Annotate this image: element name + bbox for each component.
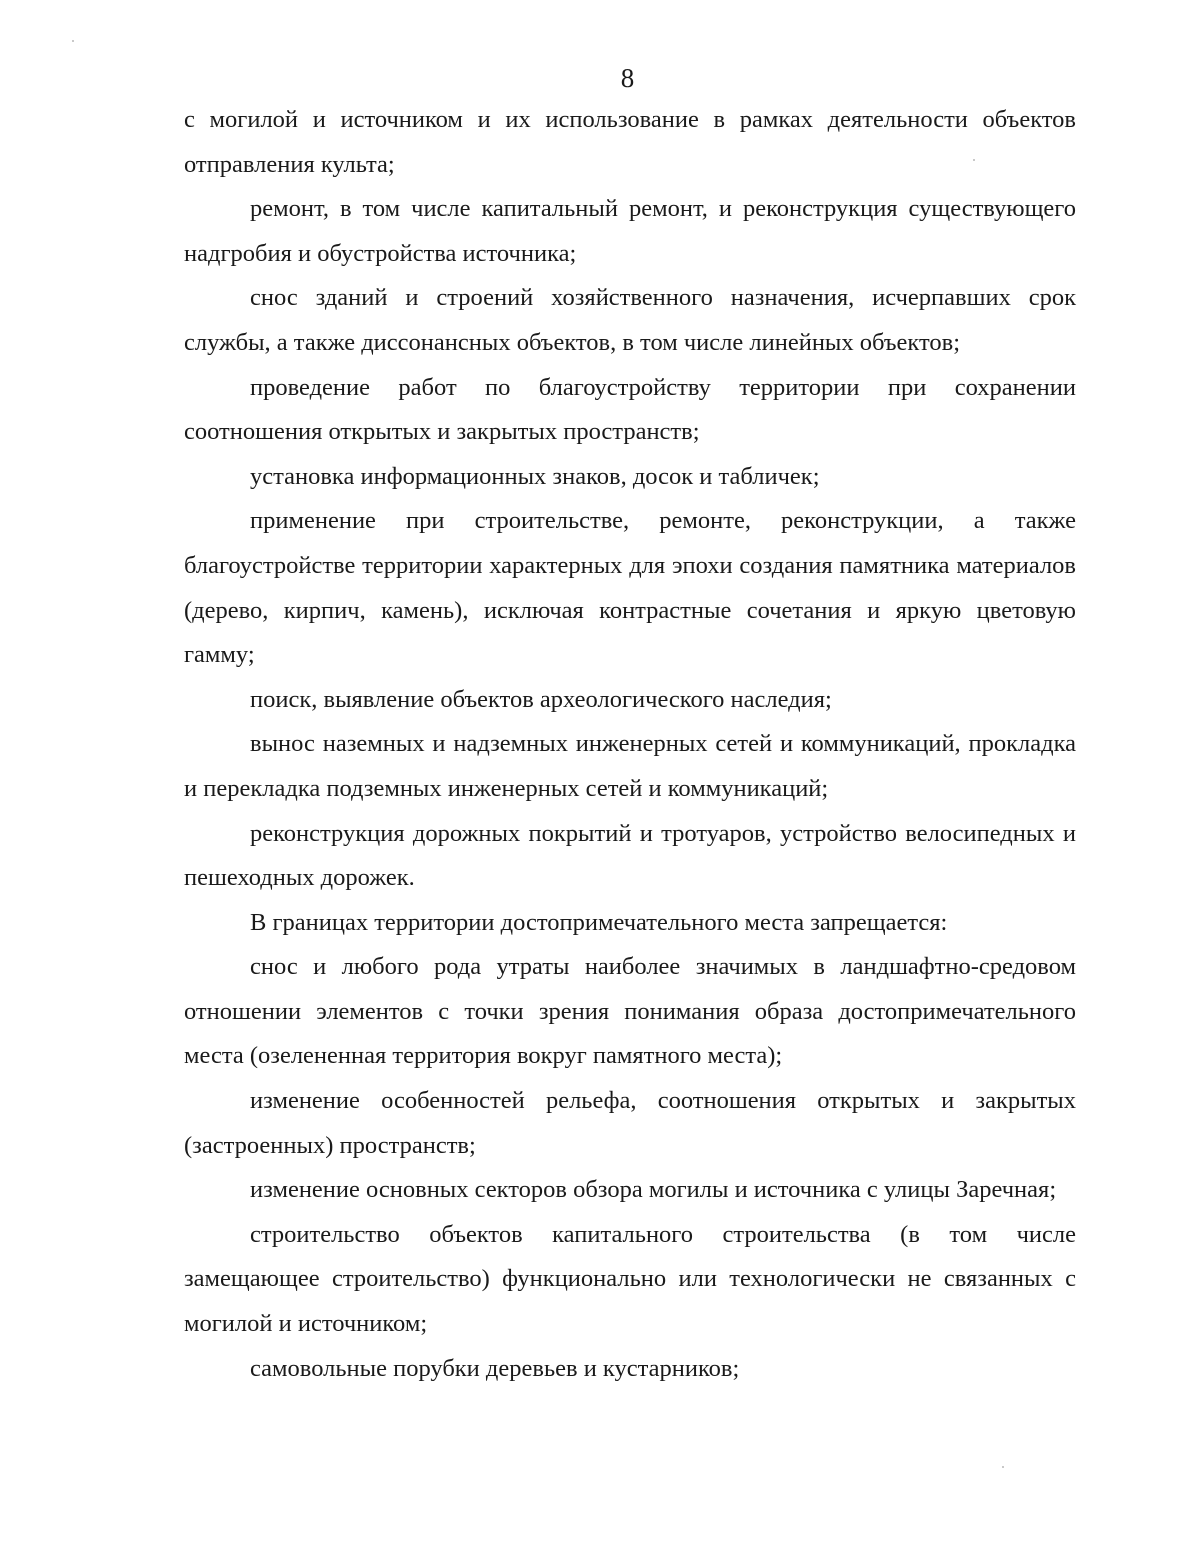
paragraph: ремонт, в том числе капитальный ремонт, и реконструкция существующего надгробия и обустройства источника; [184,195,1076,267]
paragraph: изменение основных секторов обзора могилы и источника с улицы Заречная; [250,1176,1057,1204]
document-body [184,98,1076,1391]
paragraph: вынос наземных и надземных инженерных сетей и коммуникаций, прокладка и перекладка подземных инженерных сетей и коммуникаций; [184,730,1076,802]
section-heading-paragraph: В границах территории достопримечательного места запрещается: [250,908,948,936]
scan-speck [1002,1466,1004,1468]
paragraph: установка информационных знаков, досок и табличек; [250,462,820,490]
scan-speck [72,40,74,42]
paragraph: реконструкция дорожных покрытий и тротуаров, устройство велосипедных и пешеходных дорожек. [184,819,1076,892]
paragraph: проведение работ по благоустройству территории при сохранении соотношения открытых и закрытых пространств; [184,373,1076,446]
paragraph: применение при строительстве, ремонте, реконструкции, а также благоустройстве территории характерных для эпохи создания памятника материалов (дерево, кирпич, камень), исключая контрастные сочетания и яркую цветовую гамму; [184,507,1076,669]
paragraph: снос и любого рода утраты наиболее значимых в ландшафтно-средовом отношении элементов с точки зрения понимания образа достопримечательного места (озелененная территория вокруг памятного места); [184,953,1076,1070]
paragraph: самовольные порубки деревьев и кустарников; [250,1354,740,1382]
page-number: 8 [620,63,635,93]
paragraph: поиск, выявление объектов археологического наследия; [250,685,832,713]
paragraph: изменение особенностей рельефа, соотношения открытых и закрытых (застроенных) пространств; [184,1087,1076,1159]
paragraph: с могилой и источником и их использование в рамках деятельности объектов отправления культа; [184,106,1076,178]
paragraph: строительство объектов капитального строительства (в том числе замещающее строительство) функционально или технологически не связанных с могилой и источником; [184,1220,1076,1338]
paragraph: снос зданий и строений хозяйственного назначения, исчерпавших срок службы, а также диссонансных объектов, в том числе линейных объектов; [184,284,1076,356]
